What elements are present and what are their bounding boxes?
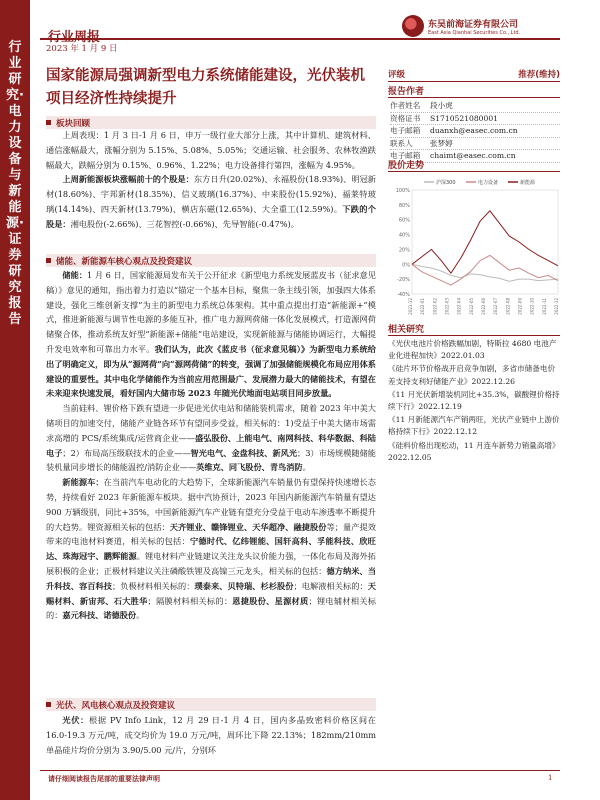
text-run: ；2）布局高压级联技术的企业—— xyxy=(62,447,191,458)
text-run: 。锂电材料产业链建议关注龙头议价能力强，一体化布局及海外拓展积极的企业；正极材料建议关注磷酸铁锂及高镍三元龙头，相关标的包括： xyxy=(46,551,376,576)
paragraph-storage-targets xyxy=(46,401,376,475)
x-tick-label: 2022-01 xyxy=(420,298,426,315)
paragraph-storage xyxy=(46,268,376,401)
bold-text: 嘉元科技、诺德股份 xyxy=(62,610,137,621)
analyst-row xyxy=(390,125,560,138)
text-run: 。 xyxy=(302,462,311,473)
section-heading-pv-wind xyxy=(46,697,376,712)
x-tick-label: 2022-08 xyxy=(505,298,511,315)
text-run: 在当前汽车电动化的大趋势下，全球新能源汽车销量仍有望保持快速增长态势，持续看好 2023 年新能源车板块。据中汽协预计，2023 年国内新能源汽车销量有望达 900 万辆级别，同比+35%，中国新能源汽车产业链有望充分受益于电动车渗透率不断提升的大趋势。锂资源相关标的包括： xyxy=(46,477,376,532)
paragraph-ev xyxy=(46,475,376,623)
y-tick-label: 40% xyxy=(398,232,410,239)
text-run: ；电解液相关标的： xyxy=(293,580,368,591)
text-run: 当前硅料、锂价格下跌有望进一步促进光伏电站和储能装机需求，随着 2023 年中美大储项目的加速交付，储能产业链各环节有望同步受益，相关标的：1)受益于中美大储市场需求高增的 PCS/系统集成/运营商企业—— xyxy=(46,403,376,443)
x-tick-label: 2022-12 xyxy=(554,298,559,315)
related-item[interactable]: 《11 月光伏新增装机同比+35.3%，碳酸锂价格持续下行》2022.12.19 xyxy=(388,389,560,412)
company-logo xyxy=(402,14,562,38)
rating-value: 推荐(维持) xyxy=(518,70,560,80)
field-value: S1710521080001 xyxy=(430,113,499,123)
analyst-heading: 报告作者 xyxy=(388,84,560,98)
rating-row xyxy=(388,68,560,82)
logo-mark-icon xyxy=(402,15,424,37)
email-link[interactable]: duanxh@easec.com.cn xyxy=(430,126,518,135)
logo-name-en: East Asia Qianhai Securities Co., Ltd. xyxy=(428,29,521,36)
series-line xyxy=(412,264,558,281)
side-vertical-text: 行业研究·电力设备与新能源·证券研究报告 xyxy=(6,40,24,327)
analyst-row xyxy=(390,113,560,126)
field-value: 段小虎 xyxy=(430,101,453,110)
related-item[interactable]: 《硅料价格出现松动，11 月连车新势力销量高增》2022.12.05 xyxy=(388,440,560,462)
header-rule xyxy=(40,38,560,40)
text-run: ；负极材料相关标的： xyxy=(112,580,195,591)
bold-text: 盛弘股份、上能电气、南网科技、科华数据、科陆电子 xyxy=(46,432,376,458)
storage-ev-body xyxy=(46,268,376,623)
legend-label: 沪深300 xyxy=(436,180,456,186)
related-item[interactable]: 《硅片环节价格战开启竞争加剧，多省市储备电价差支持支利好储能产业》2022.12.26 xyxy=(388,364,556,386)
bold-text: 我们认为，此次《蓝皮书（征求意见稿）》为新型电力系统给出了明确定义，即为从“源网荷”向“源网荷储”的转变，强调了加强储能规模化布局应用体系建设的重要性。其中电化学储能作为当前应用范围最广、发展潜力最大的储能技术，有望在未来迎来快速发展，看好国内大储市场 2023 年随光伏地面电站项目同步放量。 xyxy=(46,343,376,399)
logo-name-cn: 东吴前海证券有限公司 xyxy=(428,19,519,30)
legend-label: 电力设备 xyxy=(478,180,499,186)
text-run: 1 月 6 日，国家能源局发布关于公开征求《新型电力系统发展蓝皮书（征求意见稿）》意见的通知，指出着力打造以“锚定一个基本目标，聚焦一条主线引领，加强四大体系建设，强化三维创新支撑”为主的新型电力系统总体架构。其中重点提出打造“新能源+”模式，推进新能源与调节性电源的多能互补，推广电力源网荷储一体化发展模式，打造源网荷储聚合体，推动系统友好型“新能源+储能”电站建设，实现新能源与储能协调运行，大幅提升发电效率和可靠出力水平。 xyxy=(46,270,376,354)
bold-text: 宁德时代、亿纬锂能、国轩高科、孚能科技、欣旺达、珠海冠宇、鹏辉能源 xyxy=(46,536,376,562)
footer-rule xyxy=(40,770,560,771)
bold-text: 智光电气、金盘科技、新风光 xyxy=(190,447,298,458)
section-title: 板块回顾 xyxy=(56,118,91,129)
plot-frame xyxy=(412,190,558,294)
bold-text: 德方纳米、当升科技、容百科技 xyxy=(46,565,376,591)
section-title: 储能、新能源车核心观点及投资建议 xyxy=(56,256,193,267)
chart-svg xyxy=(388,174,562,320)
report-date: 2023 年 1 月 9 日 xyxy=(46,44,118,54)
analyst-info xyxy=(390,100,560,163)
y-tick-label: 80% xyxy=(398,202,410,209)
rating-label: 评级 xyxy=(388,70,406,80)
y-tick-label: 100% xyxy=(395,188,410,194)
series-line xyxy=(412,211,558,273)
x-tick-label: 2022-10 xyxy=(529,298,535,315)
paragraph-weekly-performance: 上周表现：1 月 3 日-1 月 6 日，申万一级行业大部分上涨，其中计算机、建筑材料、通信涨幅最大，涨幅分别为 5.15%、5.08%、5.05%；交通运输、社会服务、农林牧渔跌幅最大，跌幅分别为 0.15%、0.96%、1.22%；电力设备排行第四，涨幅为 4.95%。 xyxy=(46,130,376,170)
field-label: 作者姓名 xyxy=(390,101,421,110)
x-tick-label: 2022-09 xyxy=(517,298,523,315)
bold-text: 璞泰来、贝特瑞、杉杉股份 xyxy=(194,580,294,591)
email-link[interactable]: chaimt@easec.com.cn xyxy=(430,151,516,160)
text-run: 根据 PV Info Link，12 月 29 日-1 月 4 日，国内多晶致密料价格区间在 16.0-19.3 万元/吨，成交均价为 19.0 万元/吨，周环比下降 22.13%；182mm/210mm 单晶硅片均价分别为 3.90/5.00 元/片，分别环 xyxy=(46,715,376,755)
text-run: 。 xyxy=(136,610,145,621)
pv-wind-body xyxy=(46,713,376,757)
related-item[interactable]: 《11 月新能源汽车产销两旺，光伏产业链中上游价格持续下行》2022.12.12 xyxy=(388,415,560,437)
section-title: 光伏、风电核心观点及投资建议 xyxy=(56,700,176,711)
bold-text: 天齐锂业、赣锋锂业、天华超净、融捷股份 xyxy=(169,521,327,532)
x-tick-label: 2022-05 xyxy=(468,298,474,315)
field-label: 联系人 xyxy=(390,138,413,148)
y-tick-label: 20% xyxy=(398,247,410,254)
text-run: 湘电股份(-2.66%)、三花智控(-0.66%)、先导智能(-0.47%)。 xyxy=(70,218,299,229)
related-research-list xyxy=(388,338,560,465)
x-tick-label: 2022-03 xyxy=(444,298,450,315)
x-tick-label: 2022-02 xyxy=(432,298,438,315)
x-tick-label: 2022-04 xyxy=(456,298,462,315)
bold-lead: 光伏： xyxy=(62,715,89,725)
paragraph-pv xyxy=(46,713,376,757)
analyst-row xyxy=(390,100,560,113)
bold-lead: 储能： xyxy=(62,270,88,280)
bold-lead: 上周新能源板块涨幅前十的个股是： xyxy=(62,174,194,185)
chart-heading: 股价走势 xyxy=(388,158,560,172)
x-tick-label: 2021-12 xyxy=(408,298,413,315)
x-tick-label: 2022-07 xyxy=(493,298,499,315)
related-heading: 相关研究 xyxy=(388,322,560,336)
y-tick-label: 60% xyxy=(398,217,410,224)
text-run: ；锂电辅材相关标的： xyxy=(46,595,376,621)
field-label: 电子邮箱 xyxy=(390,151,421,160)
text-run: ；隔膜材料相关标的： xyxy=(147,595,233,606)
bold-text: 恩捷股份、星源材质 xyxy=(232,595,309,606)
text-run: 等；量产提效带来的电池材料赛道，相关标的包括： xyxy=(46,521,376,547)
bold-text: 英维克、同飞股份、青鸟消防 xyxy=(196,462,303,473)
legend-label: 新能源 xyxy=(520,180,536,186)
analyst-row xyxy=(390,138,560,151)
review-body xyxy=(46,128,376,232)
section-marker-icon xyxy=(46,120,51,125)
section-marker-icon xyxy=(46,258,51,263)
x-tick-label: 2022-11 xyxy=(541,298,547,315)
bold-text: 天赐材料、新宙邦、石大胜华 xyxy=(46,580,376,606)
field-label: 电子邮箱 xyxy=(390,126,421,135)
paragraph-top-stocks xyxy=(46,172,376,231)
field-label: 资格证书 xyxy=(390,113,421,123)
text-run: 东方日升(20.02%)、永福股份(18.93%)、明冠新材(18.60%)、宇邦新材(18.35%)、信义玻璃(16.37%)、中来股份(15.92%)、福莱特玻璃(14.14%)、四天新材(13.79%)、横店东磁(12.65%)、大全重工(12.59%)。 xyxy=(46,174,376,214)
bold-lead: 新能源车： xyxy=(62,477,104,488)
y-tick-label: 0% xyxy=(402,262,410,269)
stock-trend-chart xyxy=(388,174,562,320)
section-heading-storage-ev xyxy=(46,253,376,268)
x-tick-label: 2022-06 xyxy=(481,298,486,315)
footer-disclaimer: 请仔细阅读报告尾部的重要法律声明 xyxy=(48,774,160,783)
y-tick-label: -40% xyxy=(397,292,410,298)
text-run: ；3）市场规模随储能装机量同步增长的储能温控/消防企业—— xyxy=(46,447,376,473)
report-title: 国家能源局强调新型电力系统储能建设，光伏装机项目经济性持续提升 xyxy=(46,68,365,107)
bold-lead: 下跌的个股是： xyxy=(46,203,376,229)
y-tick-label: -20% xyxy=(397,277,410,284)
page-number: 1 xyxy=(548,774,553,782)
field-value: 张梦婷 xyxy=(430,138,453,148)
related-item[interactable]: 《光伏电池片价格跌幅加剧，特斯拉 4680 电池产业化进程加快》2022.01.03 xyxy=(388,339,557,361)
section-marker-icon xyxy=(46,702,51,707)
